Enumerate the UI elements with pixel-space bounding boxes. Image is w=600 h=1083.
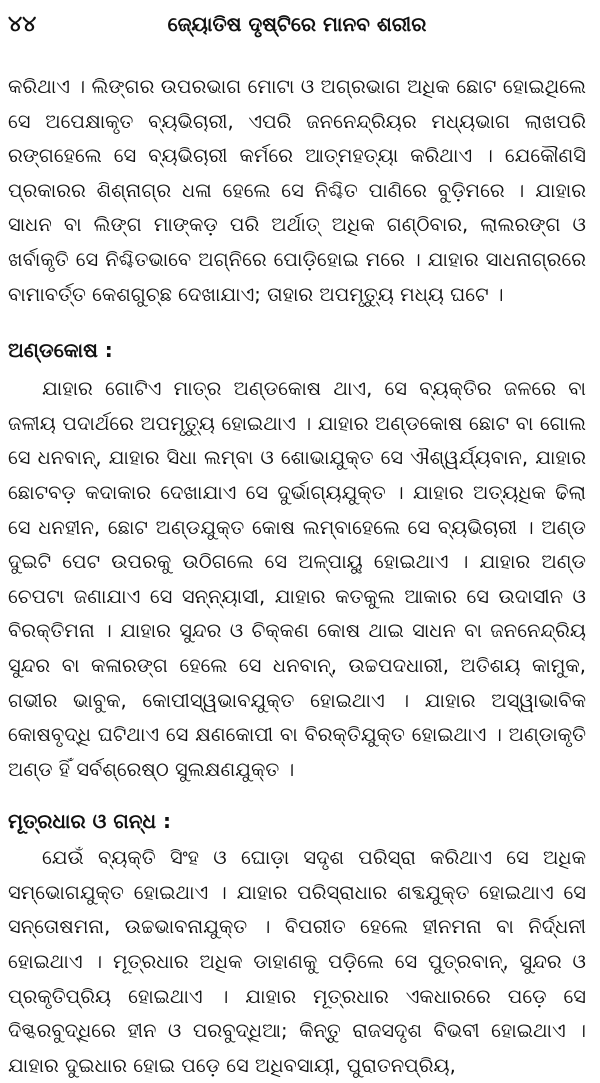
section-heading-urine: ମୂତ୍ରଧାର ଓ ଗନ୍ଧ : [8, 809, 171, 834]
paragraph-scrotum: ଯାହାର ଗୋଟିଏ ମାତ୍ର ଅଣ୍ଡକୋଷ ଥାଏ, ସେ ବ୍ୟକ୍ତିର ଜଳରେ ବା ଜଳୀୟ ପଦାର୍ଥରେ ଅପମୃତ୍ୟୁ ହୋଇଥାଏ । ଯାହାର ଅଣ୍ଡକୋଷ ଛୋଟ ବା ଗୋଲ ସେ ଧନବାନ୍, ଯାହାର ସିଧା ଲମ୍ବା ଓ ଶୋଭାଯୁକ୍ତ ସେ ଐଶ୍ୱର୍ଯ୍ୟବାନ, ଯାହାର ଛୋଟବଡ଼ କଦାକାର ଦେଖାଯାଏ ସେ ଦୁର୍ଭାଗ୍ୟଯୁକ୍ତ । ଯାହାର ଅତ୍ୟଧିକ ଢିଲା ସେ ଧନହୀନ, ଛୋଟ ଅଣ୍ଡଯୁକ୍ତ କୋଷ ଲମ୍ବାହେଲେ ସେ ବ୍ୟଭିଚାରୀ । ଅଣ୍ଡ ଦୁଇଟି ପେଟ ଉପରକୁ ଉଠିଗଲେ ସେ ଅଳ୍ପାୟୁ ହୋଇଥାଏ । ଯାହାର ଅଣ୍ଡ ଚେପଟା ଜଣାଯାଏ ସେ ସନ୍ନ୍ୟାସୀ, ଯାହାର କତକୁଲ ଆକାର ସେ ଉଦାସୀନ ଓ ବିରକ୍ତିମନା । ଯାହାର ସୁନ୍ଦର ଓ ଚିକ୍କଣ କୋଷ ଥାଇ ସାଧନ ବା ଜନନେନ୍ଦ୍ରିୟ ସୁନ୍ଦର ବା କଳାରଙ୍ଗ ହେଲେ ସେ ଧନବାନ୍, ଉଚ୍ଚପଦଧାରୀ, ଅତିଶୟ କାମୁକ, ଗଭୀର ଭାବୁକ, କୋପୀସ୍ୱଭାବଯୁକ୍ତ ହୋଇଥାଏ । ଯାହାର ଅସ୍ୱାଭାବିକ କୋଷବୃଦ୍ଧି ଘଟିଥାଏ ସେ କ୍ଷଣକୋପୀ ବା ବିରକ୍ତିଯୁକ୍ତ ହୋଇଥାଏ । ଅଣ୍ଡାକୃତି ଅଣ୍ଡ ହିଁ ସର୍ବଶ୍ରେଷ୍ଠ ସୁଲକ୍ଷଣଯୁକ୍ତ । [8, 377, 586, 781]
page-header [8, 0, 586, 54]
paragraph-continued: କରିଥାଏ । ଲିଙ୍ଗର ଉପରଭାଗ ମୋଟା ଓ ଅଗ୍ରଭାଗ ଅଧିକ ଛୋଟ ହୋଇଥିଲେ ସେ ଅପେକ୍ଷାକୃତ ବ୍ୟଭିଚାରୀ, ଏପରି ଜନନେନ୍ଦ୍ରିୟର ମଧ୍ୟଭାଗ ଲାଖପରି ରଙ୍ଗହେଲେ ସେ ବ୍ୟଭିଚାରୀ କର୍ମରେ ଆତ୍ମହତ୍ୟା କରିଥାଏ । ଯେକୌଣସି ପ୍ରକାରର ଶିଶ୍ନାଗ୍ର ଧଳା ହେଲେ ସେ ନିଶ୍ଚିତ ପାଣିରେ ବୁଡ଼ିମରେ । ଯାହାର ସାଧନ ବା ଲିଙ୍ଗ ମାଙ୍କଡ଼ ପରି ଅର୍ଥାତ୍ ଅଧିକ ଗଣ୍ଠିବାର, ଲାଲରଙ୍ଗ ଓ ଖର୍ବାକୃତି ସେ ନିଶ୍ଚିତଭାବେ ଅଗ୍ନିରେ ପୋଡ଼ିହୋଇ ମରେ । ଯାହାର ସାଧନାଗ୍ରରେ ବାମାବର୍ତ୍ତ କେଶଗୁଚ୍ଛ ଦେଖାଯାଏ; ତାହାର ଅପମୃତ୍ୟୁ ମଧ୍ୟ ଘଟେ । [8, 75, 586, 306]
running-title: ଜ୍ୟୋତିଷ ଦୃଷ୍ଟିରେ ମାନବ ଶରୀର [167, 12, 427, 36]
paragraph-urine: ଯେଉଁ ବ୍ୟକ୍ତି ସିଂହ ଓ ଘୋଡ଼ା ସଦୃଶ ପରିସ୍ରା କରିଥାଏ ସେ ଅଧିକ ସମ୍ଭୋଗଯୁକ୍ତ ହୋଇଥାଏ । ଯାହାର ପରିସ୍ରାଧାର ଶବ୍ଦଯୁକ୍ତ ହୋଇଥାଏ ସେ ସନ୍ତୋଷମନା, ଉଚ୍ଚଭାବନାଯୁକ୍ତ । ବିପରୀତ ହେଲେ ହୀନମନା ବା ନିର୍ଦ୍ଧନୀ ହୋଇଥାଏ । ମୂତ୍ରଧାର ଅଧିକ ଡାହାଣକୁ ପଡ଼ିଲେ ସେ ପୁତ୍ରବାନ୍, ସୁନ୍ଦର ଓ ପ୍ରକୃତିପ୍ରିୟ ହୋଇଥାଏ । ଯାହାର ମୂତ୍ରଧାର ଏକଧାରରେ ପଡ଼େ ସେ ଦିଗ୍ଦରବୁଦ୍ଧିରେ ହୀନ ଓ ପରବୁଦ୍ଧିଆ; କିନ୍ତୁ ରାଜସଦୃଶ ବିଭବୀ ହୋଇଥାଏ । ଯାହାର ଦୁଇଧାର ହୋଇ ପଡ଼େ ସେ ଅଧିବସାୟୀ, ପୁରାତନପ୍ରିୟ, [8, 846, 586, 1077]
section-heading-scrotum: ଅଣ୍ଡକୋଷ : [8, 338, 113, 363]
page-number: ୪୪ [8, 12, 37, 37]
page-body [8, 70, 586, 1083]
